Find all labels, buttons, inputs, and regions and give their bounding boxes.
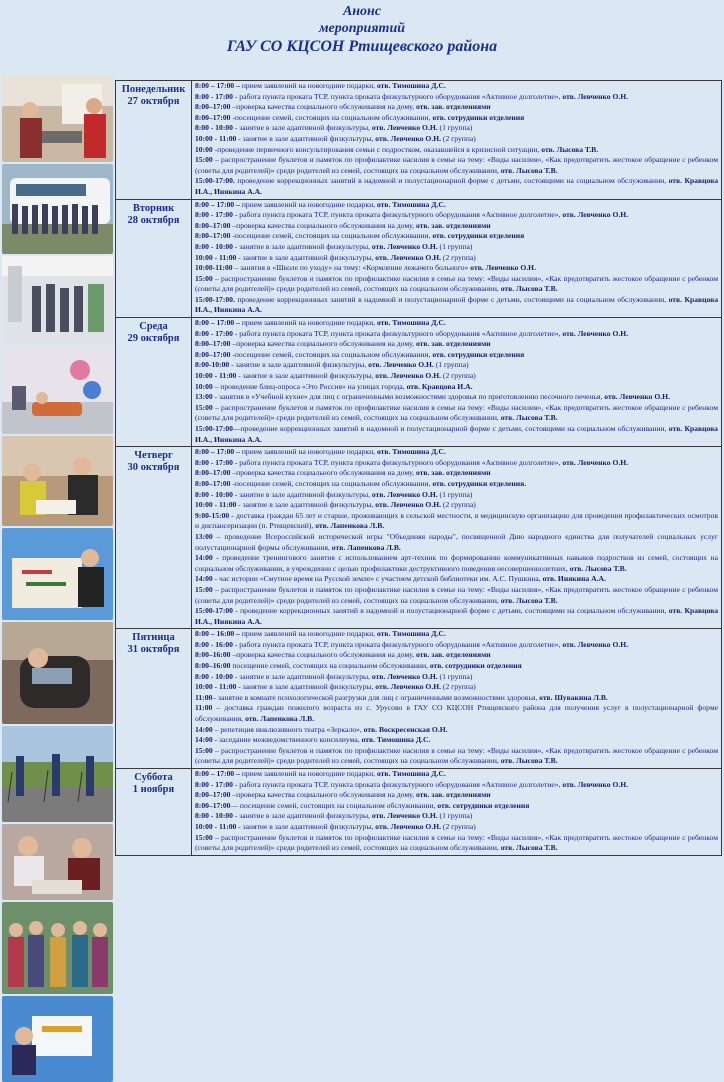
event-description: - заседание межведомственного консилиума,: [212, 735, 362, 745]
event-responsible: отв. Лысова Т.В.: [500, 284, 558, 294]
event-responsible: отв. Левченко О.Н.: [371, 811, 438, 821]
event-time: 14:00: [195, 553, 213, 563]
event-responsible: отв. зав. отделениями: [415, 468, 491, 478]
event-description: – занятия в «Школе по уходу» на тему: «Кормление лежачего больного»: [232, 263, 471, 273]
event-description: - занятие в зале адаптивной физкультуры,: [236, 252, 376, 262]
event-responsible: отв. сотрудники отделения: [437, 800, 530, 810]
event-group: (1 группа): [437, 671, 473, 681]
event-description: - доставка граждан 65 лет и старше, проживающих в сельской местности, в медицинскую организацию для проведения профилактических осмотров и диспансеризации (п. Ртищевский),: [195, 510, 718, 531]
photo-van-group: [2, 164, 113, 254]
event-description: - занятие в зале адаптивной физкультуры,: [229, 360, 369, 370]
event-item: [195, 458, 718, 469]
event-description: - работа пункта проката ТСР, пункта проката физкультурного оборудования «Активное долголетие»,: [232, 91, 563, 101]
event-responsible: отв. Левченко О.Н.: [371, 671, 438, 681]
event-time: 15:00: [195, 745, 213, 755]
event-time: 8:00 - 10:00: [195, 489, 233, 499]
event-group: (2 группа): [441, 371, 476, 381]
event-time: 8:00–17:00: [195, 790, 231, 800]
event-time: 8:00–16:00: [195, 650, 231, 660]
event-group: (1 группа): [437, 241, 473, 251]
event-responsible: отв. Лысова Т.В.: [500, 165, 558, 175]
event-responsible: отв. Левченко О.Н.: [562, 328, 629, 338]
event-description: - занятие в зале адаптивной физкультуры,: [236, 500, 376, 510]
event-responsible: отв. Левченко О.Н.: [562, 639, 629, 649]
event-item: [195, 123, 718, 134]
event-time: 8:00 - 10:00: [195, 123, 233, 133]
event-description: – распространение буклетов и памяток по профилактике насилия в семье на тему: «Виды насилия», «Как предотвратить жестокое обращение с ребенком (советы для родителей)» среди родителей из семей, состоящих на социальном обслуживании,: [195, 584, 718, 605]
event-description: – распространение буклетов и памяток по профилактике насилия в семье на тему: «Виды насилия», «Как предотвратить жестокое обращение с ребенком (советы для родителей)» среди родителей из семей, состоящих на социальном обслуживании,: [195, 155, 718, 175]
event-time: 10:00 - 11:00: [195, 500, 237, 510]
event-responsible: отв. Левченко О.Н.: [470, 263, 536, 273]
event-responsible: отв. зав. отделениями: [415, 790, 491, 800]
event-item: [195, 253, 718, 264]
event-time: 8:00 – 16:00 –: [195, 629, 240, 639]
event-item: [195, 703, 718, 724]
event-item: [195, 155, 718, 176]
event-description: - занятие в зале адаптивной физкультуры,: [232, 123, 372, 133]
day-name: Среда: [139, 321, 168, 333]
day-row: [116, 81, 722, 200]
event-description: - занятие в зале адаптивной физкультуры,: [236, 133, 376, 143]
day-name: Понедельник: [121, 84, 186, 95]
event-item: [195, 145, 718, 156]
day-row: [116, 447, 722, 629]
event-time: 10:00 - 11:00: [195, 252, 237, 262]
event-item: [195, 553, 718, 574]
event-description: - занятие в зале адаптивной физкультуры,: [232, 811, 372, 821]
event-responsible: отв. Левченко О.Н.: [371, 489, 438, 499]
event-item: [195, 574, 718, 585]
event-item: [195, 746, 718, 767]
event-item: [195, 382, 718, 393]
event-description: - занятие в зале адаптивной физкультуры,: [236, 821, 376, 831]
event-item: [195, 629, 718, 640]
event-responsible: отв. Инякина А.А.: [542, 574, 606, 584]
event-item: [195, 360, 718, 371]
event-description: проведение коррекционных занятий в надомной и полустационарной форме с детьми, состоящими на социальном обслуживании,: [234, 176, 669, 186]
event-time: 9:00-15:00: [195, 510, 230, 520]
event-responsible: отв. Кравцова И.А., Инякина А.А.: [195, 606, 718, 626]
event-description: - проведение коррекционных занятий в надомной и полустационарной форме с детьми, состоящими на социальном обслуживании,: [232, 606, 669, 616]
event-responsible: отв. Тимошина Д.С.: [376, 447, 446, 457]
photo-rehab-room: [2, 256, 113, 344]
event-time: 8:00 – 17:00 –: [195, 769, 240, 778]
event-item: [195, 329, 718, 340]
day-cell: [116, 769, 192, 856]
photo-elderly-group: [2, 902, 113, 994]
event-item: [195, 242, 718, 253]
event-group: (1 группа): [437, 489, 473, 499]
event-responsible: отв. Лысова Т.В.: [500, 843, 558, 853]
event-description: прием заявлений на новогодние подарки,: [239, 447, 377, 457]
event-time: 8:00 - 17:00: [195, 779, 233, 789]
photo-craft-lesson: [2, 436, 113, 526]
event-description: прием заявлений на новогодние подарки,: [239, 318, 377, 328]
event-item: [195, 350, 718, 361]
event-responsible: отв. Тимошина Д.С.: [376, 199, 446, 209]
event-responsible: отв. Шувакина Л.В.: [539, 692, 608, 702]
event-responsible: отв. Воскресенская О.Н.: [363, 724, 448, 734]
event-responsible: отв. Левченко О.Н.: [375, 371, 442, 381]
event-time: 13:00: [195, 531, 213, 541]
day-name: Вторник: [132, 202, 175, 214]
event-time: 8:00–17:00: [195, 231, 231, 241]
event-time: 8:00–17:00: [195, 349, 231, 359]
event-item: [195, 769, 718, 780]
day-cell: [116, 81, 192, 200]
event-description: прием заявлений на новогодние подарки,: [239, 81, 377, 90]
event-group: (2 группа): [441, 821, 476, 831]
event-responsible: отв. Левченко О.Н.: [375, 133, 442, 143]
event-item: [195, 176, 718, 197]
day-date: 30 октября: [127, 462, 180, 474]
event-description: -посещение семей, состоящих на социальном обслуживании,: [230, 231, 433, 241]
event-responsible: отв. Лысова Т.В.: [541, 144, 599, 154]
event-time: 8:00 - 17:00: [195, 457, 233, 467]
event-item: [195, 585, 718, 606]
event-group: (2 группа): [441, 500, 476, 510]
event-time: 14:00: [195, 574, 213, 584]
event-responsible: отв. Кравцова И.А., Инякина А.А.: [195, 294, 718, 315]
event-time: 11:00: [195, 692, 213, 702]
event-item: [195, 274, 718, 295]
event-time: 11:00: [195, 703, 213, 713]
event-time: 8:00–16:00: [195, 661, 231, 671]
event-item: [195, 801, 718, 812]
day-date: 27 октября: [127, 96, 180, 107]
event-responsible: отв. Левченко О.Н.: [562, 91, 629, 101]
photo-psych-support: [2, 824, 113, 900]
event-time: 8:00-10:00: [195, 360, 230, 370]
event-responsible: отв. Лысова Т.В.: [500, 756, 558, 766]
event-group: (2 группа): [441, 252, 476, 262]
day-row: [116, 199, 722, 318]
day-date: 29 октября: [127, 333, 180, 345]
event-description: –проверка качества социального обслуживания на дому,: [230, 790, 416, 800]
event-responsible: отв. Кравцова И.А., Инякина А.А.: [195, 176, 718, 196]
event-item: [195, 468, 718, 479]
events-cell: [192, 199, 722, 318]
event-description: - занятие в зале адаптивной физкультуры,: [236, 371, 376, 381]
event-responsible: отв. Левченко О.Н.: [562, 779, 629, 789]
event-time: 10:00 - 11:00: [195, 821, 237, 831]
event-responsible: отв. сотрудники отделения: [432, 349, 525, 359]
event-item: [195, 200, 718, 211]
event-description: - работа пункта проката ТСР, пункта проката физкультурного оборудования «Активное долголетие»,: [232, 457, 563, 467]
event-responsible: отв. Левченко О.Н.: [375, 821, 442, 831]
event-responsible: отв. Левченко О.Н.: [371, 123, 438, 133]
event-time: 8:00–17:00: [195, 220, 231, 230]
event-description: –проверка качества социального обслуживания на дому,: [230, 468, 416, 478]
event-description: – проведение Всероссийской исторической игры "Объединяя народы", посвященной Дню народного единства для получателей социальных услуг полустационарной формы обслуживания,: [195, 531, 718, 552]
event-description: посещение семей, состоящих на социальном обслуживании,: [230, 661, 430, 671]
event-time: 10:00 - 11:00: [195, 371, 237, 381]
event-item: [195, 650, 718, 661]
event-time: 15:00-17:00: [195, 606, 233, 616]
event-time: 15:00: [195, 273, 213, 283]
event-responsible: отв. Кравцова И.А.: [406, 381, 473, 391]
event-time: 14:00: [195, 735, 213, 745]
event-time: 10:00: [195, 144, 213, 154]
event-description: —проведение коррекционных занятий в надомной и полустационарной форме с детьми, состоящими на социальном обслуживании,: [232, 424, 669, 433]
photo-sand-therapy: [2, 528, 113, 620]
day-row: [116, 769, 722, 856]
event-description: –проверка качества социального обслуживания на дому,: [230, 220, 416, 230]
event-time: 15:00: [195, 832, 213, 842]
event-description: –проверка качества социального обслуживания на дому,: [230, 339, 416, 349]
event-description: – занятие в комнате психологической разгрузки для лиц с ограниченными возможностями здоровья,: [212, 692, 540, 702]
event-description: прием заявлений на новогодние подарки,: [239, 199, 377, 209]
event-item: [195, 490, 718, 501]
event-description: - занятия в «Учебной кухне» для лиц с ограниченными возможностями здоровья по приготовлению песочного печенья,: [212, 392, 605, 402]
photo-adaptive-fitness: [2, 346, 113, 434]
photo-kitchen-class: [2, 76, 113, 162]
event-group: (2 группа): [441, 682, 476, 692]
event-description: - работа пункта проката ТСР, пункта проката физкультурного оборудования «Активное долголетие»,: [232, 210, 563, 220]
events-cell: [192, 447, 722, 629]
event-item: [195, 295, 718, 316]
event-time: 10:00 - 11:00: [195, 682, 237, 692]
event-description: – распространение буклетов и памяток по профилактике насилия в семье на тему: «Виды насилия», «Как предотвратить жестокое обращение с ребенком (советы для родителей)» среди родителей из семей, состоящих на социальном обслуживании,: [195, 273, 718, 294]
day-cell: [116, 629, 192, 769]
event-responsible: отв. Левченко О.Н.: [371, 241, 438, 251]
event-item: [195, 833, 718, 854]
event-description: - занятие в зале адаптивной физкультуры,: [236, 682, 376, 692]
event-item: [195, 500, 718, 511]
event-responsible: отв. зав. отделениями: [415, 102, 491, 112]
event-description: - занятие в зале адаптивной физкультуры,: [232, 241, 372, 251]
event-item: [195, 113, 718, 124]
photo-sensory-room: [2, 996, 113, 1082]
event-item: [195, 811, 718, 822]
event-group: (1 группа): [433, 360, 469, 370]
event-item: [195, 693, 718, 704]
event-description: -посещение семей, состоящих на социальном обслуживании,: [230, 349, 433, 359]
event-responsible: отв. Тимошина Д.С.: [376, 318, 446, 328]
event-item: [195, 210, 718, 221]
event-item: [195, 231, 718, 242]
event-description: - работа пункта проката ТСР, пункта проката физкультурного оборудования «Активное долголетие»,: [232, 639, 563, 649]
day-date: 31 октября: [127, 644, 180, 656]
event-item: [195, 81, 718, 92]
event-responsible: отв. Левченко О.Н.: [562, 457, 629, 467]
event-time: 8:00–17:00: [195, 102, 231, 112]
event-time: 8:00 – 17:00 –: [195, 318, 240, 328]
event-item: [195, 640, 718, 651]
event-responsible: отв. Левченко О.Н.: [375, 252, 442, 262]
event-item: [195, 371, 718, 382]
event-description: - работа пункта проката ТСР, пункта проката физкультурного оборудования «Активное долголетие»,: [232, 779, 563, 789]
day-cell: [116, 447, 192, 629]
event-responsible: отв. Левченко О.Н.: [375, 500, 442, 510]
event-responsible: отв. Лысова Т.В.: [569, 563, 627, 573]
event-time: 10:00 - 11:00: [195, 133, 237, 143]
schedule-table: [115, 80, 722, 856]
event-responsible: отв. Тимошина Д.С.: [376, 769, 446, 778]
event-description: - работа пункта проката ТСР, пункта проката физкультурного оборудования «Активное долголетие»,: [232, 328, 563, 338]
event-time: 8:00 - 17:00: [195, 91, 233, 101]
day-cell: [116, 318, 192, 447]
event-responsible: отв. сотрудники отделения: [432, 231, 525, 241]
event-responsible: отв. Левченко О.Н.: [562, 210, 629, 220]
event-time: 10:00: [195, 381, 213, 391]
event-responsible: отв. Кравцова И.А., Инякина А.А.: [195, 424, 718, 444]
event-time: 8:00–17:00: [195, 112, 231, 122]
event-group: (1 группа): [437, 811, 473, 821]
event-responsible: отв. Левченко О.Н.: [375, 682, 442, 692]
day-date: 28 октября: [127, 214, 180, 226]
day-cell: [116, 199, 192, 318]
event-item: [195, 134, 718, 145]
events-cell: [192, 318, 722, 447]
event-responsible: отв. Тимошина Д.С.: [361, 735, 431, 745]
event-time: 15:00: [195, 584, 213, 594]
event-item: [195, 318, 718, 329]
day-name: Суббота: [134, 772, 173, 783]
event-responsible: отв. сотрудники отделения: [429, 661, 522, 671]
event-description: –проверка качества социального обслуживания на дому,: [230, 102, 416, 112]
event-time: 13:00: [195, 392, 213, 402]
event-item: [195, 661, 718, 672]
event-description: - занятие в зале адаптивной физкультуры,: [232, 671, 372, 681]
day-name: Четверг: [134, 450, 173, 462]
event-time: 8:00–17:00: [195, 478, 231, 488]
event-item: [195, 790, 718, 801]
event-item: [195, 735, 718, 746]
event-responsible: отв. Лапенкова Л.В.: [245, 714, 315, 724]
event-item: [195, 532, 718, 553]
event-item: [195, 221, 718, 232]
event-time: 15:00: [195, 402, 213, 412]
day-date: 1 ноября: [132, 784, 175, 795]
events-cell: [192, 81, 722, 200]
event-item: [195, 424, 718, 445]
event-description: - занятие в зале адаптивной физкультуры,: [232, 489, 372, 499]
event-time: 8:00–17:00: [195, 800, 231, 810]
event-item: [195, 682, 718, 693]
event-time: 15:00: [195, 155, 213, 165]
header-line-organization: ГАУ СО КЦСОН Ртищевского района: [226, 38, 498, 55]
event-item: [195, 725, 718, 736]
event-description: — посещение семей, состоящих на социальном обслуживании,: [230, 800, 438, 810]
event-responsible: отв. зав. отделениями: [415, 650, 491, 660]
event-item: [195, 102, 718, 113]
event-description: – распространение буклетов и памяток по профилактике насилия в семье на тему: «Виды насилия», «Как предотвратить жестокое обращение с ребенком (советы для родителей)» среди родителей из семей, состоящих на социальном обслуживании,: [195, 745, 718, 766]
event-responsible: отв. Левченко О.Н.: [368, 360, 434, 370]
event-time: 8:00–17:00: [195, 339, 231, 349]
event-description: – проведение блиц-опроса «Это Россия» на улицах города,: [212, 381, 407, 391]
event-responsible: отв. Левченко О.Н.: [604, 392, 670, 402]
photo-nordic-walking: [2, 726, 113, 822]
event-item: [195, 392, 718, 403]
event-item: [195, 447, 718, 458]
event-responsible: отв. сотрудники отделения.: [432, 478, 527, 488]
event-time: 8:00 – 17:00 –: [195, 447, 240, 457]
event-description: –проверка качества социального обслуживания на дому,: [230, 650, 416, 660]
event-responsible: отв. Лапенкова Л.В.: [331, 542, 401, 552]
event-description: -посещение семей, состоящих на социальном обслуживании,: [230, 478, 433, 488]
event-responsible: отв. Лапенкова Л.В.: [315, 521, 385, 531]
event-description: прием заявлений на новогодние подарки,: [239, 629, 377, 639]
event-time: 15:00-17:00: [195, 424, 233, 433]
event-responsible: отв. Лысова Т.В.: [500, 413, 558, 423]
event-item: [195, 263, 718, 274]
event-description: – репетиция инклюзивного театра «Зеркало»,: [212, 724, 364, 734]
event-description: -посещение семей, состоящих на социальном обслуживании,: [230, 112, 433, 122]
event-group: (1 группа): [437, 123, 473, 133]
event-time: 8:00–17:00: [195, 468, 231, 478]
event-item: [195, 606, 718, 627]
event-responsible: отв. Тимошина Д.С.: [376, 81, 446, 90]
event-time: 14:00: [195, 724, 213, 734]
event-description: – распространение буклетов и памяток по профилактике насилия в семье на тему: «Виды насилия», «Как предотвратить жестокое обращение с ребенком (советы для родителей)» среди родителей из семей, состоящих на социальном обслуживании,: [195, 832, 718, 853]
events-cell: [192, 629, 722, 769]
event-time: 8:00 - 17:00: [195, 328, 233, 338]
header-line-anons: Анонс: [342, 4, 382, 19]
event-item: [195, 672, 718, 683]
event-description: -проведение первичного консультирования семьи с подростком, оказавшейся в кризисной ситуации,: [212, 144, 542, 154]
event-time: 8:00 - 16:00: [195, 639, 233, 649]
header-line-events: мероприятий: [318, 21, 406, 36]
event-time: 8:00 - 10:00: [195, 811, 233, 821]
event-responsible: отв. сотрудники отделения: [432, 112, 525, 122]
event-responsible: отв. зав. отделениями: [415, 220, 491, 230]
event-item: [195, 511, 718, 532]
day-name: Пятница: [132, 632, 175, 644]
event-item: [195, 339, 718, 350]
events-cell: [192, 769, 722, 856]
event-item: [195, 822, 718, 833]
event-item: [195, 92, 718, 103]
event-time: 8:00 – 17:00 –: [195, 81, 240, 90]
event-responsible: отв. Лысова Т.В.: [500, 595, 558, 605]
event-responsible: отв. зав. отделениями: [415, 339, 491, 349]
event-time: 15:00-17:00.: [195, 294, 235, 304]
event-item: [195, 780, 718, 791]
event-group: (2 группа): [441, 133, 476, 143]
event-time: 15:00-17:00.: [195, 176, 235, 186]
event-responsible: отв. Тимошина Д.С.: [376, 629, 446, 639]
event-description: - час истории «Смутное время на Русской земле» с участием детской библиотеки им. А.С. Пушкина,: [212, 574, 543, 584]
event-time: 8:00 – 17:00 –: [195, 199, 240, 209]
event-time: 8:00 - 10:00: [195, 671, 233, 681]
event-item: [195, 479, 718, 490]
event-item: [195, 403, 718, 424]
event-time: 8:00 - 10:00: [195, 241, 233, 251]
announcement-header: [0, 0, 724, 74]
event-description: - проведение тренингового занятия с использованием арт-техник по формированию коммуникативных навыков подростков из семей, состоящих на социальном обслуживании, в учреждении с целью профилактики деструктивного поведения несовершеннолетних,: [195, 553, 718, 573]
photo-massage-chair: [2, 622, 113, 724]
event-description: проведение коррекционных занятий в надомной и полустационарной форме с детьми, состоящими на социальном обслуживании,: [234, 294, 669, 304]
event-time: 10:00-11:00: [195, 263, 233, 273]
event-description: прием заявлений на новогодние подарки,: [239, 769, 377, 778]
event-time: 8:00 - 17:00: [195, 210, 233, 220]
photo-column: [0, 74, 115, 1024]
event-description: – распространение буклетов и памяток по профилактике насилия в семье на тему: «Виды насилия», «Как предотвратить жестокое обращение с ребенком (советы для родителей)» среди родителей из семей, состоящих на социальном обслуживании,: [195, 402, 718, 423]
event-description: – доставка граждан пожилого возраста из с. Урусово в ГАУ СО КЦСОН Ртищевского района для получения услуг в полустационарной форме обслуживания,: [195, 703, 718, 724]
day-row: [116, 629, 722, 769]
day-row: [116, 318, 722, 447]
